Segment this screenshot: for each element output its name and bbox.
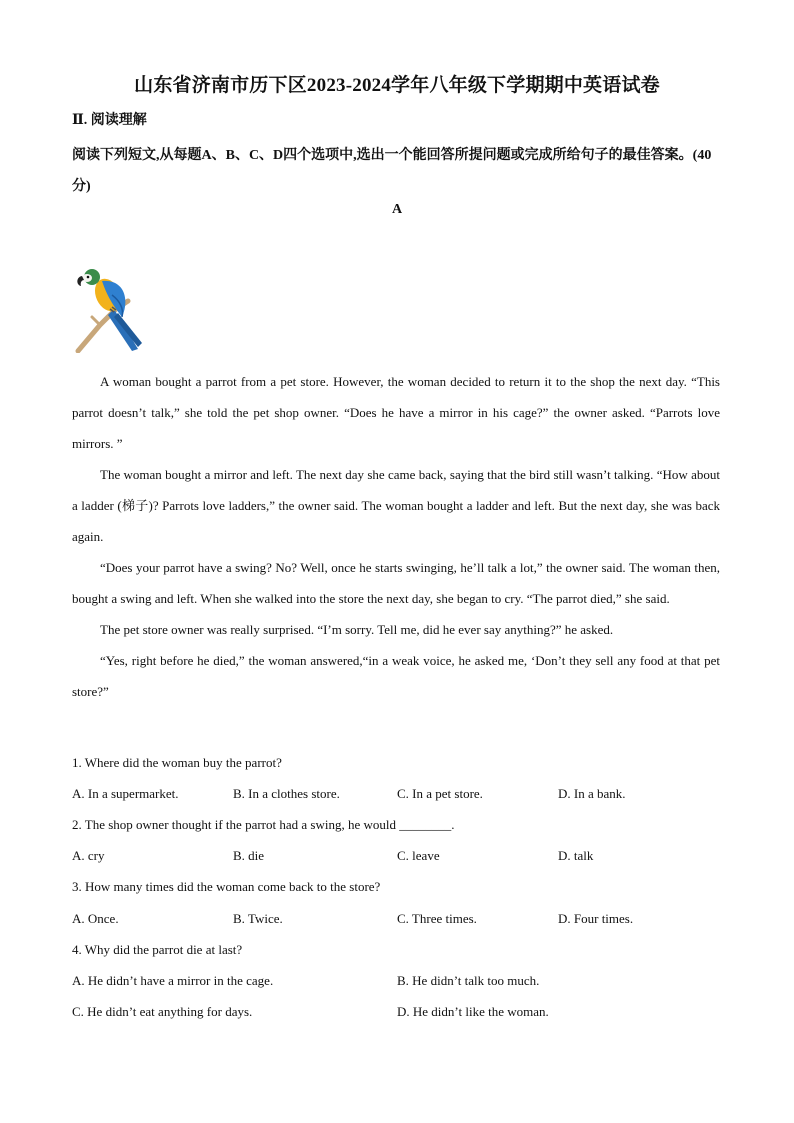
answer-option[interactable]: A. cry: [72, 848, 105, 863]
paragraph: “Yes, right before he died,” the woman answered,“in a weak voice, he asked me, ‘Don’t they sell any food at that pet store?”: [72, 653, 720, 699]
page-title: 山东省济南市历下区2023-2024学年八年级下学期期中英语试卷: [134, 75, 660, 96]
answer-option[interactable]: A. He didn’t have a mirror in the cage.: [72, 973, 274, 988]
section-heading: Ⅱ. 阅读理解: [72, 113, 147, 128]
answer-option[interactable]: D. talk: [558, 848, 594, 863]
paragraph: “Does your parrot have a swing? No? Well, once he starts swinging, he’ll talk a lot,” the owner said. The woman then, bought a swing and left. When she walked into the store the next day, she began to cry. “The parrot died,” she said.: [72, 560, 720, 606]
answer-option[interactable]: C. leave: [397, 848, 440, 863]
passage-label: A: [391, 202, 403, 217]
answer-option[interactable]: C. He didn’t eat anything for days.: [72, 1004, 253, 1019]
answer-option[interactable]: C. In a pet store.: [397, 786, 483, 801]
instructions: 阅读下列短文,从每题A、B、C、D四个选项中,选出一个能回答所提问题或完成所给句子的最佳答案。(40分): [72, 148, 712, 194]
answer-option[interactable]: A. In a supermarket.: [72, 786, 179, 801]
question-stem: 2. The shop owner thought if the parrot had a swing, he would ________.: [72, 817, 455, 832]
paragraph: The pet store owner was really surprised. “I’m sorry. Tell me, did he ever say anything?” he asked.: [100, 622, 614, 637]
answer-option[interactable]: C. Three times.: [397, 911, 477, 926]
paragraph: The woman bought a mirror and left. The next day she came back, saying that the bird still wasn’t talking. “How about a ladder (梯子)? Parrots love ladders,” the owner said. The woman bought a ladder and left. But the next day, she was back again.: [72, 467, 720, 544]
answer-option[interactable]: B. die: [233, 848, 265, 863]
answer-option[interactable]: D. In a bank.: [558, 786, 626, 801]
paragraph: A woman bought a parrot from a pet store. However, the woman decided to return it to the shop the next day. “This parrot doesn’t talk,” she told the pet shop owner. “Does he have a mirror in his cage?” the owner asked. “Parrots love mirrors. ”: [72, 374, 720, 451]
answer-option[interactable]: B. He didn’t talk too much.: [397, 973, 540, 988]
answer-option[interactable]: A. Once.: [72, 911, 119, 926]
answer-option[interactable]: D. Four times.: [558, 911, 634, 926]
answer-option[interactable]: D. He didn’t like the woman.: [397, 1004, 549, 1019]
question-stem: 1. Where did the woman buy the parrot?: [72, 755, 282, 770]
question-stem: 3. How many times did the woman come back to the store?: [72, 879, 381, 894]
question-stem: 4. Why did the parrot die at last?: [72, 942, 243, 957]
passage: [72, 366, 720, 707]
answer-option[interactable]: B. Twice.: [233, 911, 283, 926]
parrot-illustration: [72, 265, 147, 353]
answer-option[interactable]: B. In a clothes store.: [233, 786, 340, 801]
